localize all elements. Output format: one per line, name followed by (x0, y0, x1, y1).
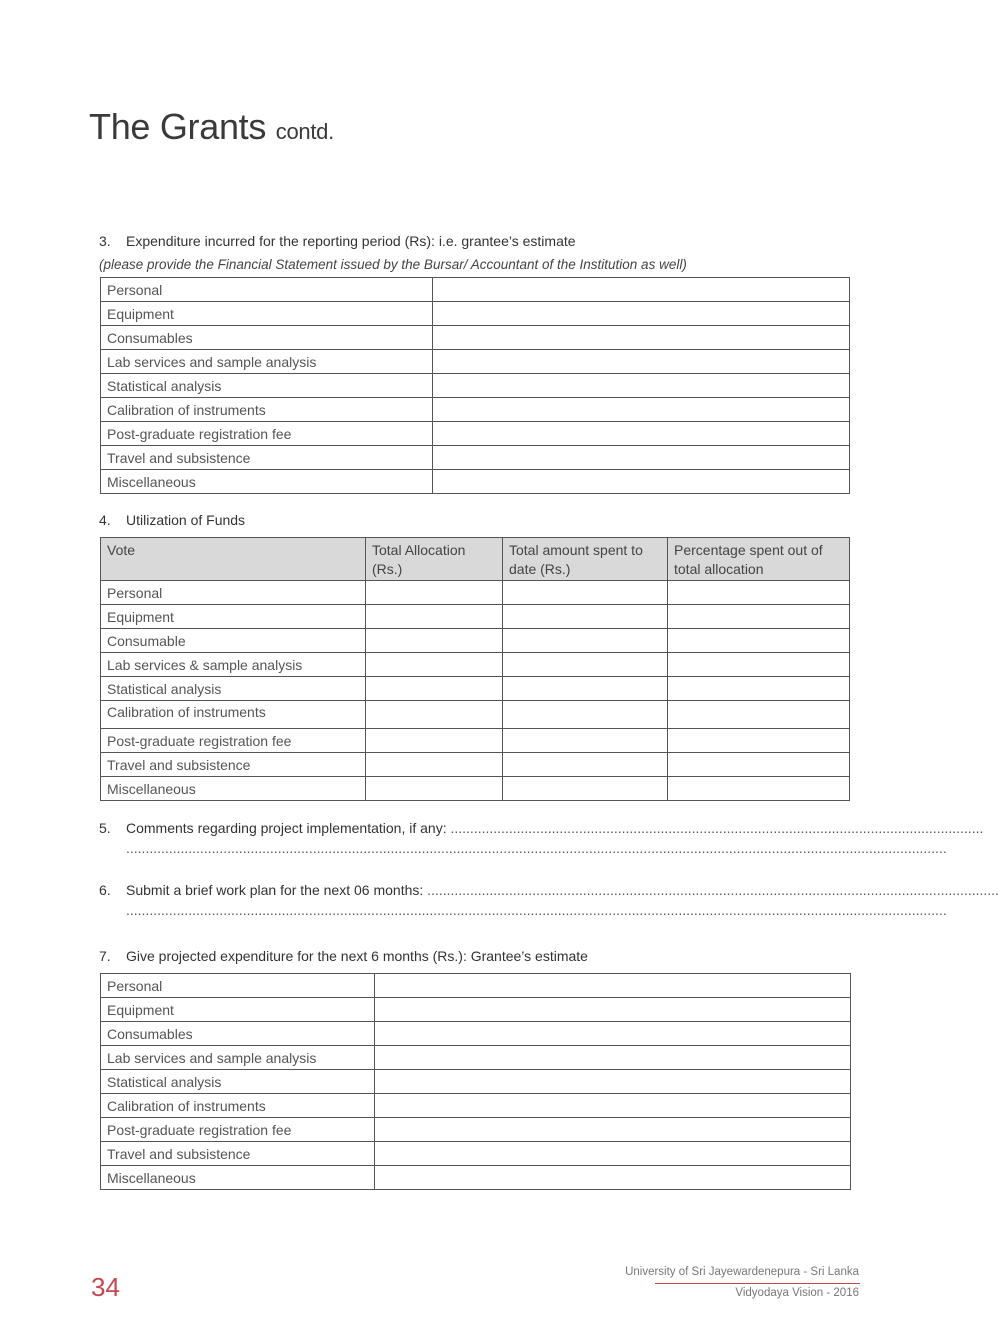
amount-cell[interactable] (375, 1142, 851, 1166)
vote-label: Personal (101, 581, 366, 605)
allocation-cell[interactable] (366, 653, 503, 677)
amount-cell[interactable] (375, 1046, 851, 1070)
percentage-cell[interactable] (668, 729, 850, 753)
table-row (101, 653, 850, 677)
row-label: Statistical analysis (101, 374, 433, 398)
page-title-subtitle: contd. (275, 119, 334, 144)
amount-cell[interactable] (433, 446, 850, 470)
section-4-number: 4. (99, 512, 111, 528)
table-row (101, 1118, 851, 1142)
table-row (101, 302, 850, 326)
amount-cell[interactable] (375, 1070, 851, 1094)
section-5-number: 5. (99, 820, 111, 836)
percentage-cell[interactable] (668, 753, 850, 777)
section-5-line (99, 820, 984, 836)
section-3-number: 3. (99, 233, 111, 249)
table-row (101, 1070, 851, 1094)
allocation-cell[interactable] (366, 701, 503, 729)
table-row (101, 729, 850, 753)
table-row (101, 1094, 851, 1118)
amount-cell[interactable] (433, 302, 850, 326)
section-7-number: 7. (99, 948, 111, 964)
percentage-cell[interactable] (668, 701, 850, 729)
allocation-cell[interactable] (366, 729, 503, 753)
vote-label: Equipment (101, 605, 366, 629)
percentage-cell[interactable] (668, 581, 850, 605)
footer-divider (655, 1283, 860, 1284)
row-label: Lab services and sample analysis (101, 350, 433, 374)
amount-cell[interactable] (375, 1094, 851, 1118)
row-label: Miscellaneous (101, 470, 433, 494)
utilization-table (100, 537, 850, 801)
table-row (101, 1022, 851, 1046)
vote-label: Miscellaneous (101, 777, 366, 801)
amount-cell[interactable] (375, 998, 851, 1022)
section-4-title: Utilization of Funds (126, 512, 246, 528)
footer-university: University of Sri Jayewardenepura - Sri Lanka (625, 1266, 859, 1278)
table-row (101, 374, 850, 398)
vote-label: Statistical analysis (101, 677, 366, 701)
table-row (101, 753, 850, 777)
amount-cell[interactable] (375, 974, 851, 998)
row-label: Miscellaneous (101, 1166, 375, 1190)
table-row (101, 701, 850, 729)
spent-cell[interactable] (503, 701, 668, 729)
spent-cell[interactable] (503, 653, 668, 677)
table-row (101, 998, 851, 1022)
spent-cell[interactable] (503, 753, 668, 777)
table-header-row (101, 538, 850, 581)
amount-cell[interactable] (433, 470, 850, 494)
allocation-cell[interactable] (366, 677, 503, 701)
allocation-cell[interactable] (366, 777, 503, 801)
col-header-allocation: Total Allocation (Rs.) (366, 538, 503, 581)
table-row (101, 777, 850, 801)
vote-label: Post-graduate registration fee (101, 729, 366, 753)
row-label: Equipment (101, 302, 433, 326)
section-4-heading (99, 512, 245, 528)
section-7-heading (99, 948, 588, 964)
table-row (101, 326, 850, 350)
percentage-cell[interactable] (668, 605, 850, 629)
section-5-fill-line-2[interactable]: ................................................................................................................................................................................................................... (126, 840, 947, 856)
table-row (101, 677, 850, 701)
spent-cell[interactable] (503, 629, 668, 653)
allocation-cell[interactable] (366, 605, 503, 629)
section-6-label: Submit a brief work plan for the next 06 months: (126, 882, 424, 898)
spent-cell[interactable] (503, 729, 668, 753)
table-row (101, 581, 850, 605)
section-6-fill-line[interactable]: ................................................................................................................................................... (427, 882, 999, 898)
row-label: Equipment (101, 998, 375, 1022)
section-3-note: (please provide the Financial Statement issued by the Bursar/ Accountant of the Institution as well) (99, 257, 687, 272)
spent-cell[interactable] (503, 677, 668, 701)
table-row (101, 629, 850, 653)
row-label: Consumables (101, 1022, 375, 1046)
section-6-line (99, 882, 999, 898)
vote-label: Travel and subsistence (101, 753, 366, 777)
percentage-cell[interactable] (668, 777, 850, 801)
allocation-cell[interactable] (366, 629, 503, 653)
row-label: Personal (101, 278, 433, 302)
vote-label: Consumable (101, 629, 366, 653)
amount-cell[interactable] (433, 278, 850, 302)
section-3-heading (99, 233, 576, 249)
table-row (101, 605, 850, 629)
row-label: Calibration of instruments (101, 398, 433, 422)
table-row (101, 974, 851, 998)
expenditure-table (100, 277, 850, 494)
row-label: Lab services and sample analysis (101, 1046, 375, 1070)
amount-cell[interactable] (375, 1118, 851, 1142)
table-row (101, 398, 850, 422)
table-row (101, 1142, 851, 1166)
row-label: Calibration of instruments (101, 1094, 375, 1118)
col-header-percentage: Percentage spent out of total allocation (668, 538, 850, 581)
footer-publication: Vidyodaya Vision - 2016 (735, 1287, 859, 1299)
row-label: Travel and subsistence (101, 446, 433, 470)
spent-cell[interactable] (503, 581, 668, 605)
row-label: Post-graduate registration fee (101, 1118, 375, 1142)
row-label: Post-graduate registration fee (101, 422, 433, 446)
table-row (101, 422, 850, 446)
table-row (101, 446, 850, 470)
amount-cell[interactable] (433, 350, 850, 374)
vote-label: Calibration of instruments (101, 701, 366, 729)
amount-cell[interactable] (433, 422, 850, 446)
row-label: Travel and subsistence (101, 1142, 375, 1166)
amount-cell[interactable] (375, 1166, 851, 1190)
section-3-title: Expenditure incurred for the reporting period (Rs): i.e. grantee’s estimate (126, 233, 576, 249)
percentage-cell[interactable] (668, 629, 850, 653)
amount-cell[interactable] (375, 1022, 851, 1046)
section-5-fill-line[interactable]: ......................................................................................................................................... (450, 820, 984, 836)
table-row (101, 470, 850, 494)
table-row (101, 1166, 851, 1190)
allocation-cell[interactable] (366, 753, 503, 777)
table-row (101, 278, 850, 302)
section-6-number: 6. (99, 882, 111, 898)
row-label: Statistical analysis (101, 1070, 375, 1094)
amount-cell[interactable] (433, 374, 850, 398)
vote-label: Lab services & sample analysis (101, 653, 366, 677)
page-title (89, 106, 334, 148)
row-label: Personal (101, 974, 375, 998)
section-5-label: Comments regarding project implementation, if any: (126, 820, 447, 836)
table-row (101, 350, 850, 374)
page-title-main: The Grants (89, 106, 267, 147)
projected-expenditure-table (100, 973, 851, 1190)
section-7-title: Give projected expenditure for the next 6 months (Rs.): Grantee’s estimate (126, 948, 588, 964)
amount-cell[interactable] (433, 326, 850, 350)
row-label: Consumables (101, 326, 433, 350)
amount-cell[interactable] (433, 398, 850, 422)
col-header-vote: Vote (101, 538, 366, 581)
col-header-spent: Total amount spent to date (Rs.) (503, 538, 668, 581)
spent-cell[interactable] (503, 777, 668, 801)
section-6-fill-line-2[interactable]: ................................................................................................................................................................................................................... (126, 902, 947, 918)
percentage-cell[interactable] (668, 677, 850, 701)
allocation-cell[interactable] (366, 581, 503, 605)
page-number: 34 (91, 1272, 120, 1302)
table-row (101, 1046, 851, 1070)
percentage-cell[interactable] (668, 653, 850, 677)
spent-cell[interactable] (503, 605, 668, 629)
